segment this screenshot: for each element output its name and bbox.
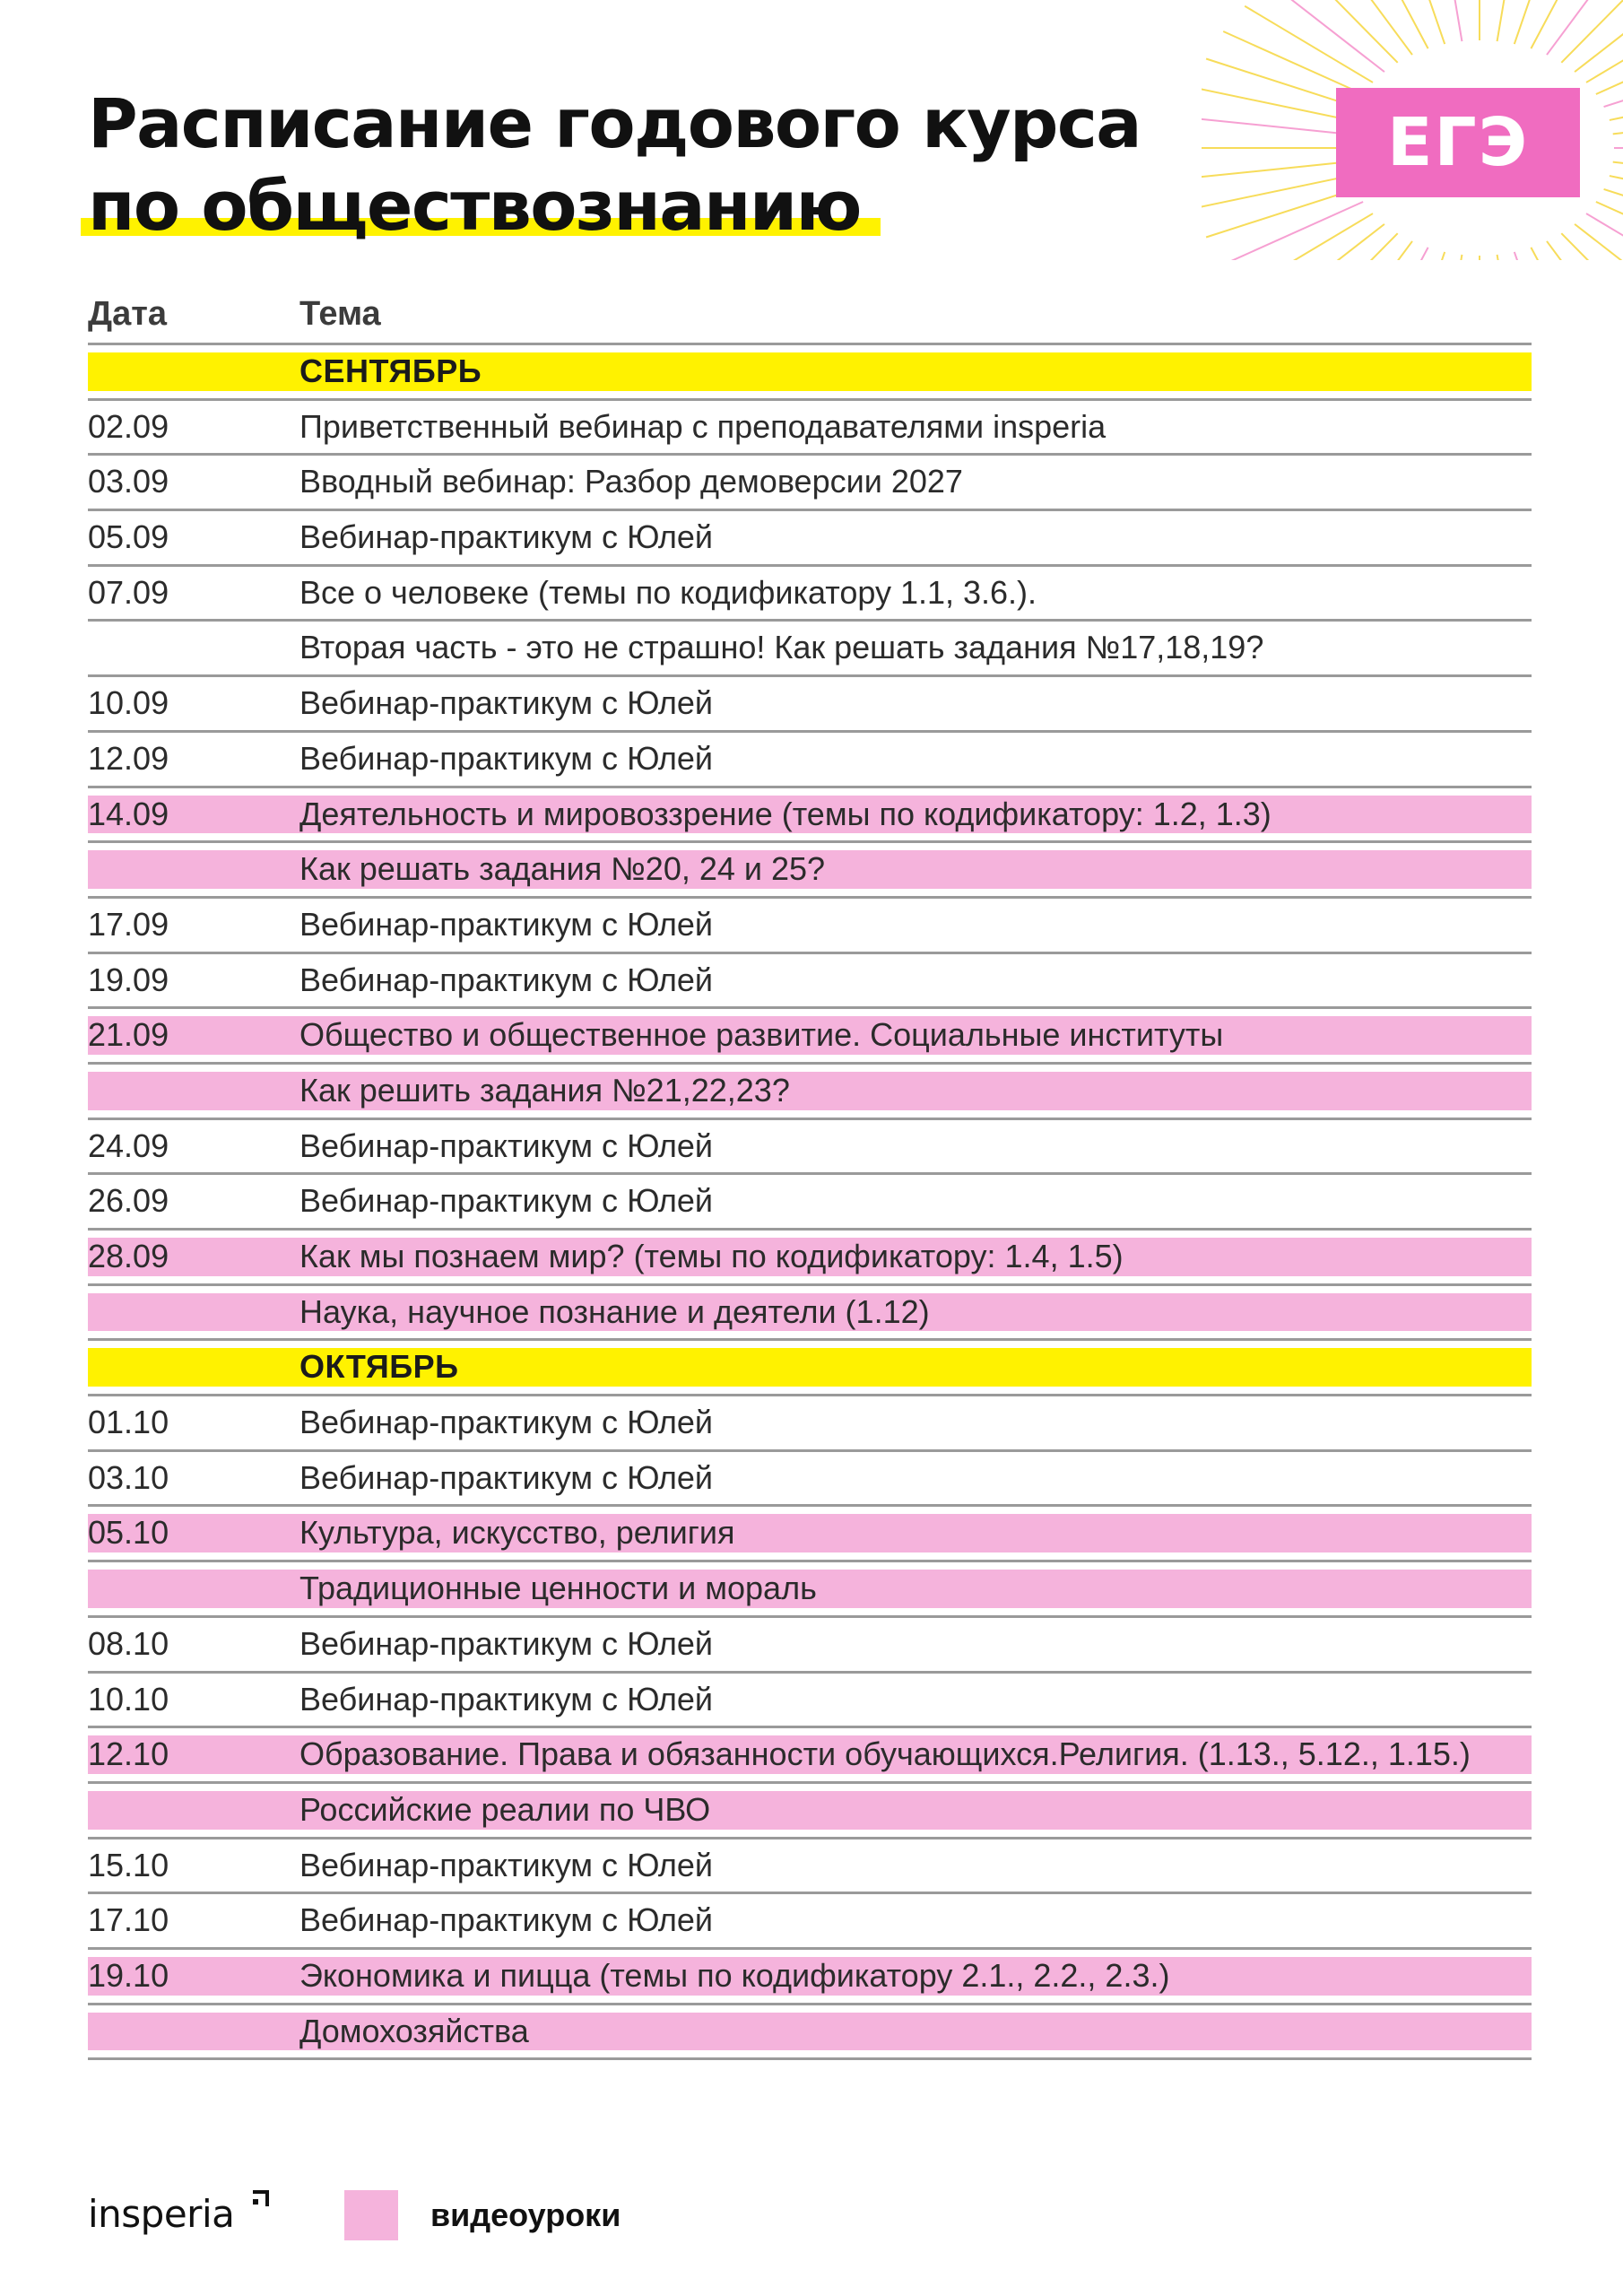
sunburst-ray	[1586, 6, 1623, 83]
footer	[88, 2179, 895, 2251]
row-date: 19.09	[88, 961, 169, 998]
month-label: СЕНТЯБРЬ	[299, 352, 482, 389]
table-row	[88, 1452, 1532, 1508]
table-row	[88, 401, 1532, 457]
legend-label-video: видеоуроки	[430, 2196, 621, 2233]
row-topic: Вебинар-практикум с Юлей	[299, 1901, 713, 1939]
row-date: 17.10	[88, 1901, 169, 1939]
column-header-date: Дата	[88, 295, 167, 333]
table-row	[88, 1674, 1532, 1729]
table-row	[88, 954, 1532, 1010]
table-row	[88, 1839, 1532, 1895]
title-line-2: по обществознанию	[81, 165, 881, 248]
table-body	[88, 345, 1532, 2060]
row-topic: Традиционные ценности и мораль	[299, 1570, 817, 1607]
row-topic: Культура, искусство, религия	[299, 1514, 735, 1552]
row-topic: Экономика и пицца (темы по кодификатору 2.1., 2.2., 2.3.)	[299, 1956, 1170, 1994]
video-lesson-row	[88, 1784, 1532, 1839]
row-date: 03.09	[88, 463, 169, 500]
row-date: 21.09	[88, 1016, 169, 1054]
sunburst-ray	[1299, 233, 1398, 260]
sunburst-ray	[1497, 0, 1518, 41]
schedule-table	[88, 285, 1532, 2060]
video-lesson-row	[88, 2005, 1532, 2061]
row-topic: Российские реалии по ЧВО	[299, 1790, 711, 1828]
exam-badge: ЕГЭ	[1336, 88, 1580, 197]
table-row	[88, 677, 1532, 733]
row-topic: Вебинар-практикум с Юлей	[299, 518, 713, 556]
video-lesson-row	[88, 843, 1532, 899]
title-line-1: Расписание годового курса	[88, 83, 1141, 163]
row-date: 24.09	[88, 1126, 169, 1164]
insperia-logo: insperia	[88, 2192, 235, 2236]
row-topic: Домохозяйства	[299, 2012, 529, 2049]
table-row	[88, 1894, 1532, 1950]
sunburst-ray	[1547, 0, 1623, 55]
row-date: 05.10	[88, 1514, 169, 1552]
table-row	[88, 567, 1532, 622]
row-date: 05.09	[88, 518, 169, 556]
row-date: 01.10	[88, 1404, 169, 1441]
row-topic: Образование. Права и обязанности обучающихся.Религия. (1.13., 5.12., 1.15.)	[299, 1735, 1471, 1773]
column-header-topic: Тема	[299, 295, 381, 333]
row-date: 07.09	[88, 573, 169, 611]
row-topic: Все о человеке (темы по кодификатору 1.1, 3.6.).	[299, 573, 1037, 611]
page-title	[88, 83, 1271, 248]
corner-arrow-mark-icon	[249, 2188, 271, 2210]
row-topic: Вебинар-практикум с Юлей	[299, 1680, 713, 1718]
row-date: 02.09	[88, 407, 169, 445]
video-lesson-row	[88, 1562, 1532, 1618]
row-topic: Как мы познаем мир? (темы по кодификатору: 1.4, 1.5)	[299, 1238, 1124, 1274]
row-date: 15.10	[88, 1846, 169, 1883]
row-topic: Деятельность и мировоззрение (темы по кодификатору: 1.2, 1.3)	[299, 795, 1271, 832]
table-row	[88, 1175, 1532, 1231]
row-date: 12.09	[88, 739, 169, 777]
table-row	[88, 456, 1532, 511]
row-date: 17.09	[88, 905, 169, 943]
row-topic: Вторая часть - это не страшно! Как решать задания №17,18,19?	[299, 629, 1264, 666]
row-topic: Вебинар-практикум с Юлей	[299, 905, 713, 943]
table-row	[88, 622, 1532, 677]
row-topic: Как решать задания №20, 24 и 25?	[299, 850, 826, 888]
video-lesson-row	[88, 788, 1532, 844]
row-date: 12.10	[88, 1735, 169, 1773]
table-row	[88, 1120, 1532, 1176]
row-topic: Вводный вебинар: Разбор демоверсии 2027	[299, 463, 963, 500]
row-date: 26.09	[88, 1182, 169, 1220]
row-date: 14.09	[88, 795, 169, 832]
row-date: 28.09	[88, 1238, 169, 1274]
row-topic: Приветственный вебинар с преподавателями insperia	[299, 407, 1107, 445]
table-row	[88, 1618, 1532, 1674]
video-lesson-row	[88, 1286, 1532, 1342]
sunburst-ray	[1561, 0, 1623, 63]
sunburst-ray	[1271, 224, 1384, 260]
sunburst-ray	[1531, 248, 1593, 260]
legend-swatch-video	[344, 2190, 398, 2240]
row-topic: Вебинар-практикум с Юлей	[299, 739, 713, 777]
sunburst-ray	[1515, 0, 1557, 44]
video-lesson-row	[88, 1728, 1532, 1784]
table-row	[88, 899, 1532, 954]
table-row	[88, 511, 1532, 567]
sunburst-ray	[1403, 0, 1445, 44]
row-date: 03.10	[88, 1458, 169, 1496]
row-topic: Общество и общественное развитие. Социальные институты	[299, 1016, 1224, 1054]
video-lesson-row	[88, 1009, 1532, 1065]
month-label: ОКТЯБРЬ	[299, 1348, 459, 1386]
sunburst-ray	[1575, 0, 1623, 72]
row-date: 10.10	[88, 1680, 169, 1718]
row-topic: Вебинар-практикум с Юлей	[299, 1182, 713, 1220]
row-topic: Вебинар-практикум с Юлей	[299, 1404, 713, 1441]
table-header	[88, 285, 1532, 345]
row-topic: Как решить задания №21,22,23?	[299, 1071, 790, 1109]
row-topic: Вебинар-практикум с Юлей	[299, 1846, 713, 1883]
row-topic: Вебинар-практикум с Юлей	[299, 684, 713, 722]
sunburst-ray	[1367, 248, 1428, 260]
row-topic: Вебинар-практикум с Юлей	[299, 1126, 713, 1164]
month-row	[88, 345, 1532, 401]
row-topic: Вебинар-практикум с Юлей	[299, 1458, 713, 1496]
row-topic: Вебинар-практикум с Юлей	[299, 961, 713, 998]
row-date: 08.10	[88, 1624, 169, 1662]
row-topic: Наука, научное познание и деятели (1.12)	[299, 1292, 930, 1330]
table-row	[88, 733, 1532, 788]
row-date: 19.10	[88, 1956, 169, 1994]
sunburst-ray	[1441, 0, 1462, 41]
video-lesson-row	[88, 1950, 1532, 2005]
video-lesson-row	[88, 1231, 1532, 1286]
row-topic: Вебинар-практикум с Юлей	[299, 1624, 713, 1662]
sunburst-ray	[1299, 0, 1398, 63]
video-lesson-row	[88, 1507, 1532, 1562]
month-row	[88, 1341, 1532, 1396]
table-row	[88, 1396, 1532, 1452]
video-lesson-row	[88, 1065, 1532, 1120]
sunburst-ray	[1332, 241, 1412, 260]
row-date: 10.09	[88, 684, 169, 722]
